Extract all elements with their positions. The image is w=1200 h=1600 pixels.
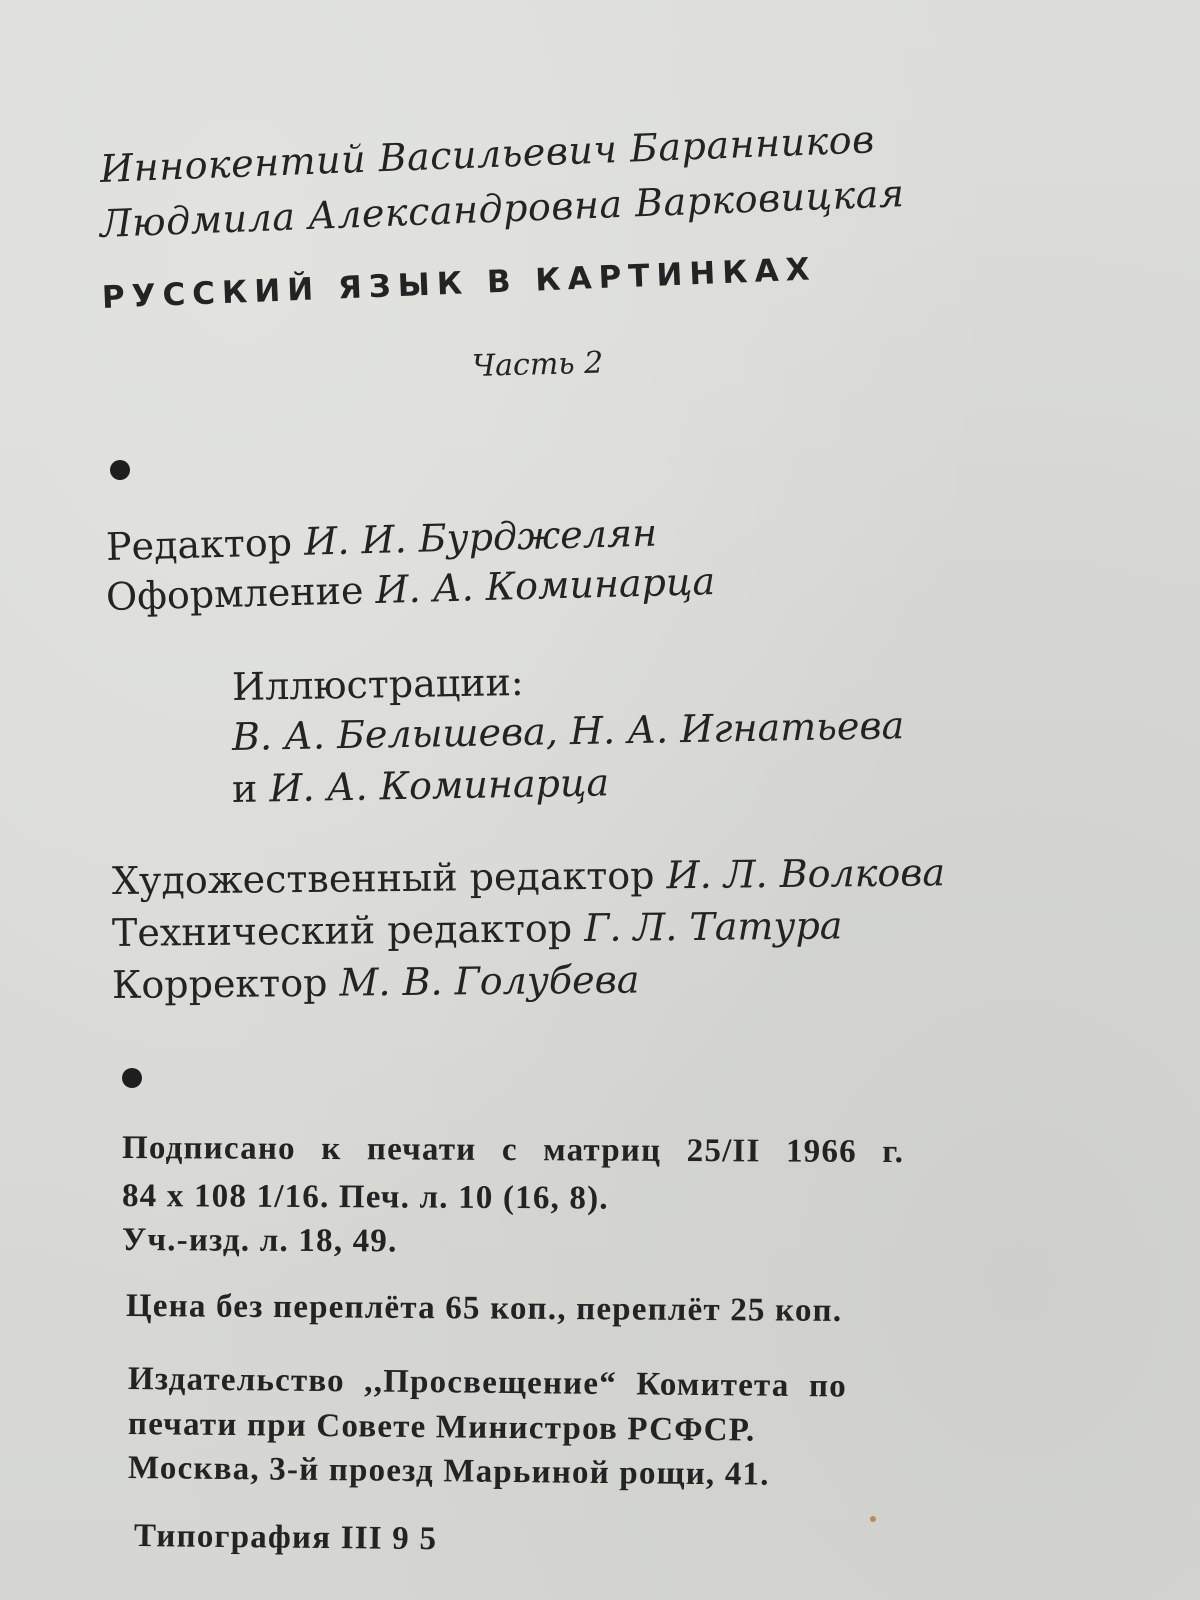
design-credit: [105, 559, 716, 619]
imprint-sheets: Уч.-изд. л. 18, 49.: [121, 1222, 398, 1260]
imprint-price: Цена без переплёта 65 коп., переплёт 25 коп.: [125, 1288, 843, 1330]
imprint-publisher-3: Москва, 3-й проезд Марьиной рощи, 41.: [127, 1450, 770, 1493]
book-part: Часть 2: [471, 345, 604, 384]
illustrations-name-2: И. А. Коминарца: [269, 760, 610, 811]
design-name: И. А. Коминарца: [374, 559, 716, 612]
illustrations-heading: Иллюстрации:: [231, 659, 525, 709]
imprint-publisher-1: Издательство ,,Просвещение“ Комитета по: [127, 1361, 848, 1405]
tech-editor-credit: [111, 903, 843, 955]
illustrations-line-2: [231, 760, 610, 811]
editor-role: Редактор: [105, 520, 293, 569]
editor-credit: [105, 510, 658, 569]
proofreader-credit: [111, 957, 640, 1007]
proofreader-role: Корректор: [111, 960, 328, 1007]
design-role: Оформление: [105, 568, 364, 619]
art-editor-name: И. Л. Волкова: [666, 850, 946, 898]
book-title: РУССКИЙ ЯЗЫК В КАРТИНКАХ: [101, 251, 818, 316]
bullet-divider-2: [122, 1068, 142, 1088]
imprint-publisher-2: печати при Совете Министров РСФСР.: [127, 1406, 756, 1449]
proofreader-name: М. В. Голубева: [339, 957, 640, 1005]
tech-editor-role: Технический редактор: [111, 906, 573, 955]
illustrators-names: В. А. Белышева, Н. А. Игнатьева: [231, 703, 905, 759]
author-2: Людмила Александровна Варковицкая: [99, 171, 906, 246]
editor-name: И. И. Бурджелян: [303, 510, 658, 564]
paper-stain: [870, 1516, 876, 1522]
art-editor-role: Художественный редактор: [111, 853, 655, 903]
illustrations-line-1: [231, 703, 905, 759]
illustrations-conj: и: [231, 766, 258, 811]
art-editor-credit: [111, 850, 946, 903]
imprint-format: 84 х 108 1/16. Печ. л. 10 (16, 8).: [121, 1178, 609, 1217]
bullet-divider: [110, 460, 130, 480]
tech-editor-name: Г. Л. Татура: [583, 903, 843, 951]
imprint-printer: Типография III 9 5: [133, 1518, 438, 1558]
imprint-signed: Подписано к печати с матриц 25/II 1966 г.: [121, 1130, 905, 1171]
author-1: Иннокентий Васильевич Баранников: [99, 117, 876, 191]
